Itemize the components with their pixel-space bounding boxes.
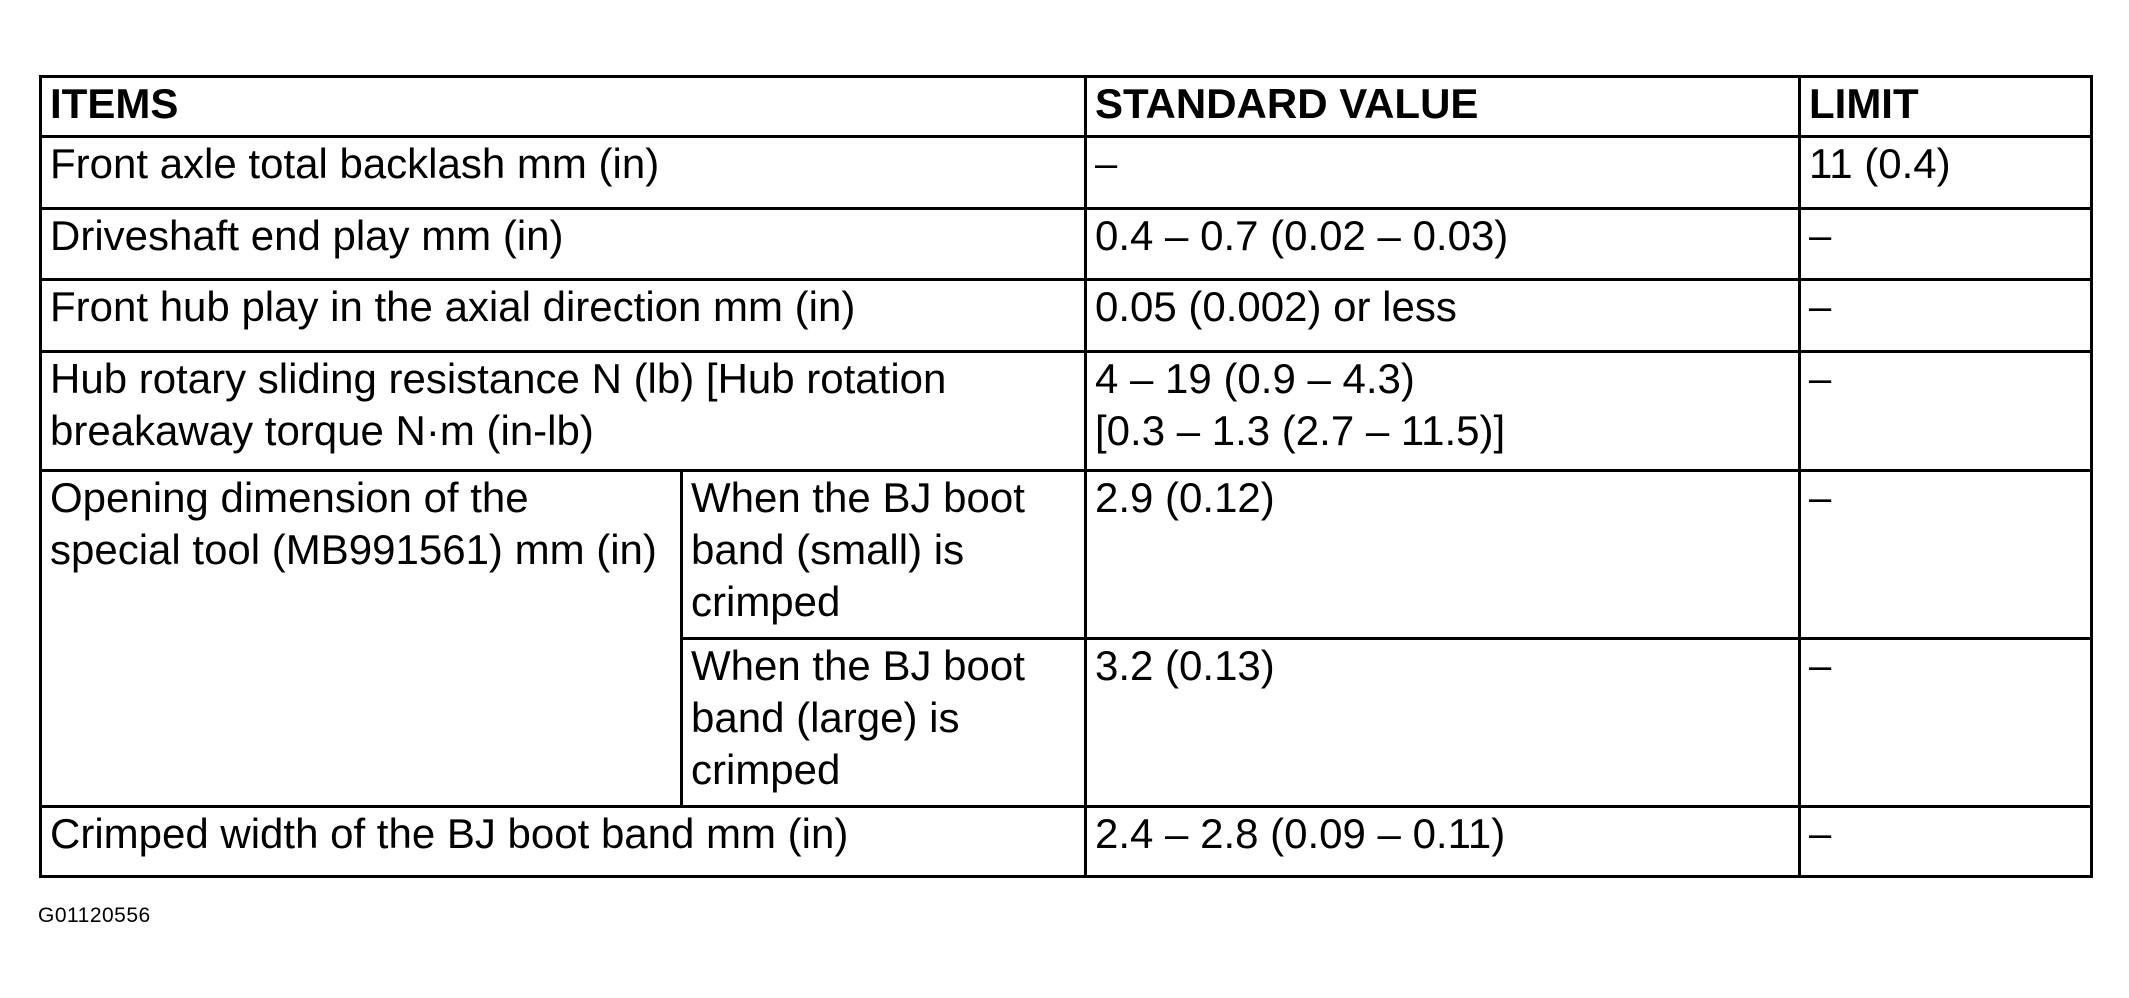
standard-value-cell: [1086, 352, 1800, 471]
standard-value-line: [0.3 – 1.3 (2.7 – 11.5)]: [1095, 407, 1506, 454]
condition-line: band (small) is: [691, 526, 965, 573]
standard-value-cell: 2.9 (0.12): [1086, 471, 1800, 639]
limit-cell: 11 (0.4): [1800, 137, 2092, 209]
item-line: Opening dimension of the: [50, 474, 529, 521]
limit-cell: –: [1800, 352, 2092, 471]
header-standard-value: STANDARD VALUE: [1086, 77, 1800, 137]
condition-cell: [682, 639, 1086, 807]
standard-value-cell: –: [1086, 137, 1800, 209]
limit-cell: –: [1800, 280, 2092, 352]
condition-line: crimped: [691, 578, 841, 625]
condition-cell: [682, 471, 1086, 639]
standard-value-line: 4 – 19 (0.9 – 4.3): [1095, 355, 1415, 402]
item-cell: Front axle total backlash mm (in): [41, 137, 1086, 209]
limit-cell: –: [1800, 209, 2092, 280]
condition-line: crimped: [691, 746, 841, 793]
table-row: [41, 137, 2092, 209]
table-row: [41, 352, 2092, 471]
condition-line: band (large) is: [691, 694, 960, 741]
item-line: Hub rotary sliding resistance N (lb) [Hub rotation: [50, 355, 947, 402]
item-cell: Driveshaft end play mm (in): [41, 209, 1086, 280]
item-line: special tool (MB991561) mm (in): [50, 526, 657, 573]
condition-line: When the BJ boot: [691, 474, 1025, 521]
standard-value-cell: 0.05 (0.002) or less: [1086, 280, 1800, 352]
limit-cell: –: [1800, 471, 2092, 639]
item-cell: [41, 471, 682, 807]
item-cell: Front hub play in the axial direction mm (in): [41, 280, 1086, 352]
item-cell: [41, 352, 1086, 471]
item-line: breakaway torque N·m (in-lb): [50, 407, 594, 454]
item-cell: Crimped width of the BJ boot band mm (in): [41, 807, 1086, 877]
table-row: [41, 280, 2092, 352]
condition-line: When the BJ boot: [691, 642, 1025, 689]
limit-cell: –: [1800, 807, 2092, 877]
table-row: [41, 471, 2092, 639]
table-row: [41, 209, 2092, 280]
standard-value-cell: 0.4 – 0.7 (0.02 – 0.03): [1086, 209, 1800, 280]
figure-id: G01120556: [38, 904, 151, 927]
header-items: ITEMS: [41, 77, 1086, 137]
standard-value-cell: 2.4 – 2.8 (0.09 – 0.11): [1086, 807, 1800, 877]
table-header-row: [41, 77, 2092, 137]
table-row: [41, 807, 2092, 877]
limit-cell: –: [1800, 639, 2092, 807]
standard-value-cell: 3.2 (0.13): [1086, 639, 1800, 807]
header-limit: LIMIT: [1800, 77, 2092, 137]
specification-table: [39, 75, 2093, 878]
